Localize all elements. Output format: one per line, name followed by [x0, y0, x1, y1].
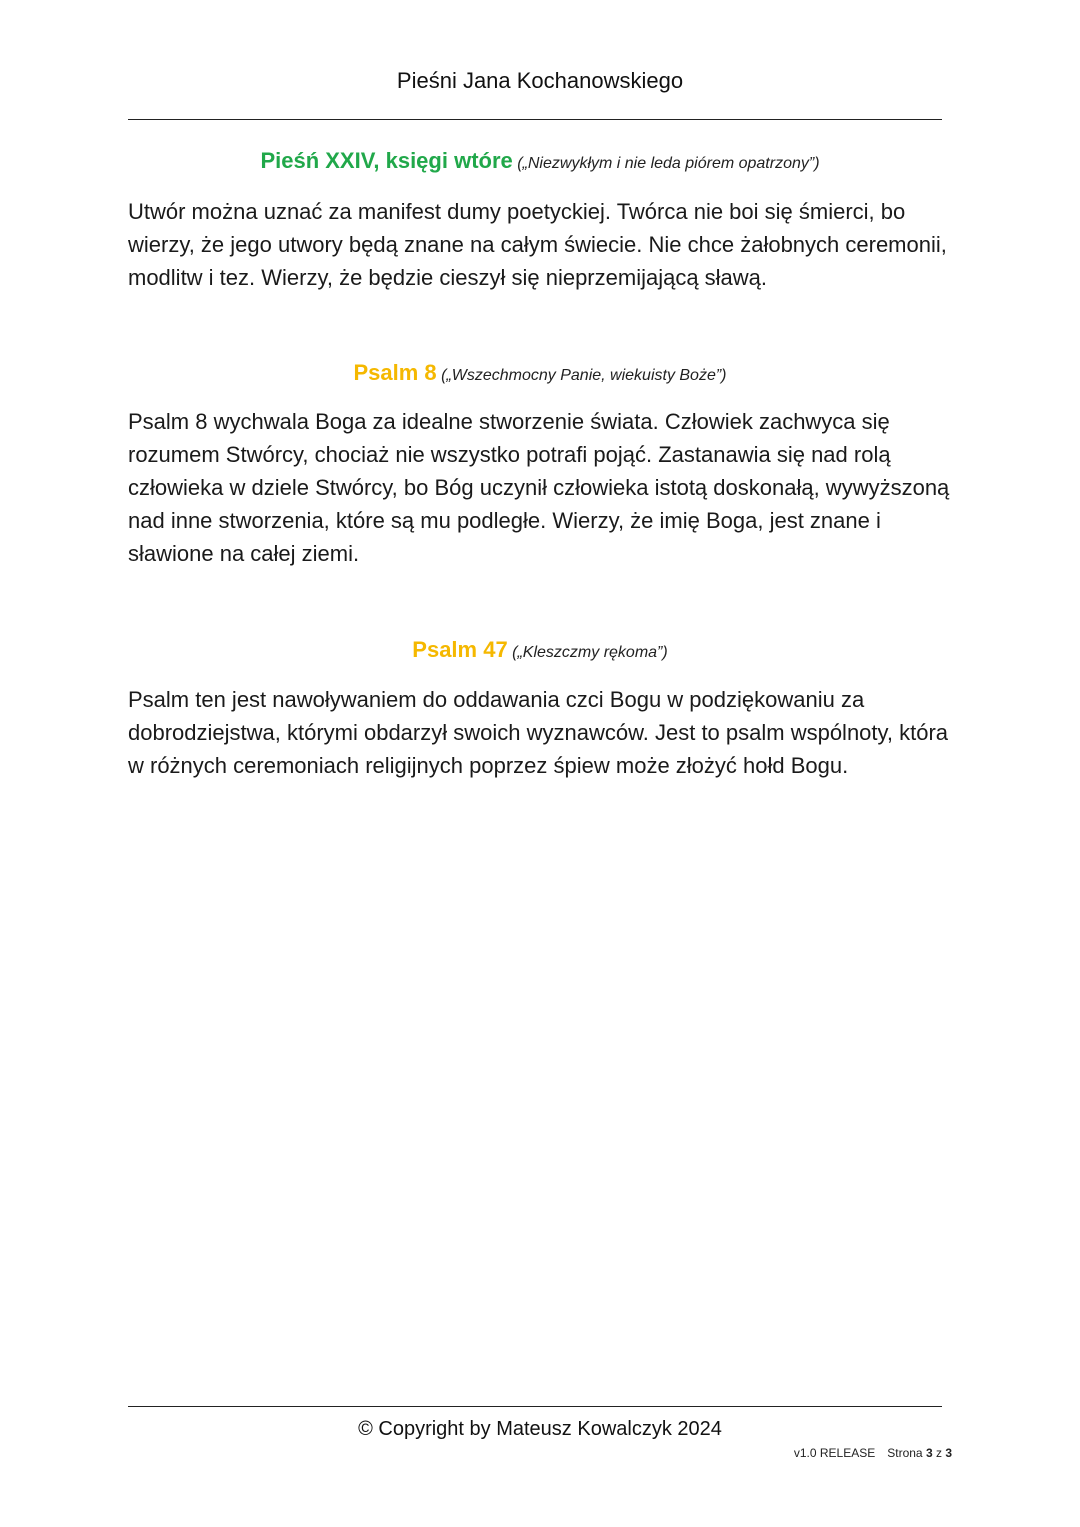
section-title: Pieśń XXIV, księgi wtóre — [260, 148, 513, 173]
section-title: Psalm 47 — [412, 637, 508, 662]
version-label: v1.0 RELEASE — [793, 1446, 876, 1460]
section-title: Psalm 8 — [353, 360, 437, 385]
page-label: Strona — [887, 1446, 923, 1460]
section-heading-psalm-8 — [0, 360, 1080, 386]
section-subtitle: („Niezwykłym i nie leda piórem opatrzony”) — [517, 155, 820, 172]
section-subtitle: („Wszechmocny Panie, wiekuisty Boże”) — [441, 367, 727, 384]
footer-divider — [128, 1406, 942, 1407]
page-separator: z — [935, 1446, 942, 1460]
section-body-psalm-8: Psalm 8 wychwala Boga za idealne stworzenie świata. Człowiek zachwyca się rozumem Stwórcy, chociaż nie wszystko potrafi pojąć. Zastanawia się nad rolą człowieka w dziele Stwórcy, bo Bóg uczynił człowieka istotą doskonałą, wywyższoną nad inne stworzenia, które są mu podległe. Wierzy, że imię Boga, jest znane i sławione na całej ziemi. — [128, 409, 950, 566]
section-body-piesn-xxiv: Utwór można uznać za manifest dumy poetyckiej. Twórca nie boi się śmierci, bo wierzy, że jego utwory będą znane na całym świecie. Nie chce żałobnych ceremonii, modlitw i tez. Wierzy, że będzie cieszył się nieprzemijającą sławą. — [128, 199, 947, 290]
footer-copyright: © Copyright by Mateusz Kowalczyk 2024 — [358, 1418, 722, 1440]
section-heading-psalm-47 — [0, 637, 1080, 663]
header-divider — [128, 119, 942, 120]
footer-page-info — [794, 1446, 952, 1460]
section-body-psalm-47: Psalm ten jest nawoływaniem do oddawania czci Bogu w podziękowaniu za dobrodziejstwa, którymi obdarzył swoich wyznawców. Jest to psalm wspólnoty, która w różnych ceremoniach religijnych poprzez śpiew może złożyć hołd Bogu. — [128, 687, 949, 778]
page-current: 3 — [925, 1446, 933, 1460]
section-heading-piesn-xxiv — [0, 148, 1080, 174]
page-header-title: Pieśni Jana Kochanowskiego — [396, 68, 684, 93]
section-subtitle: („Kleszczmy rękoma”) — [512, 644, 668, 661]
page-total: 3 — [945, 1446, 952, 1460]
